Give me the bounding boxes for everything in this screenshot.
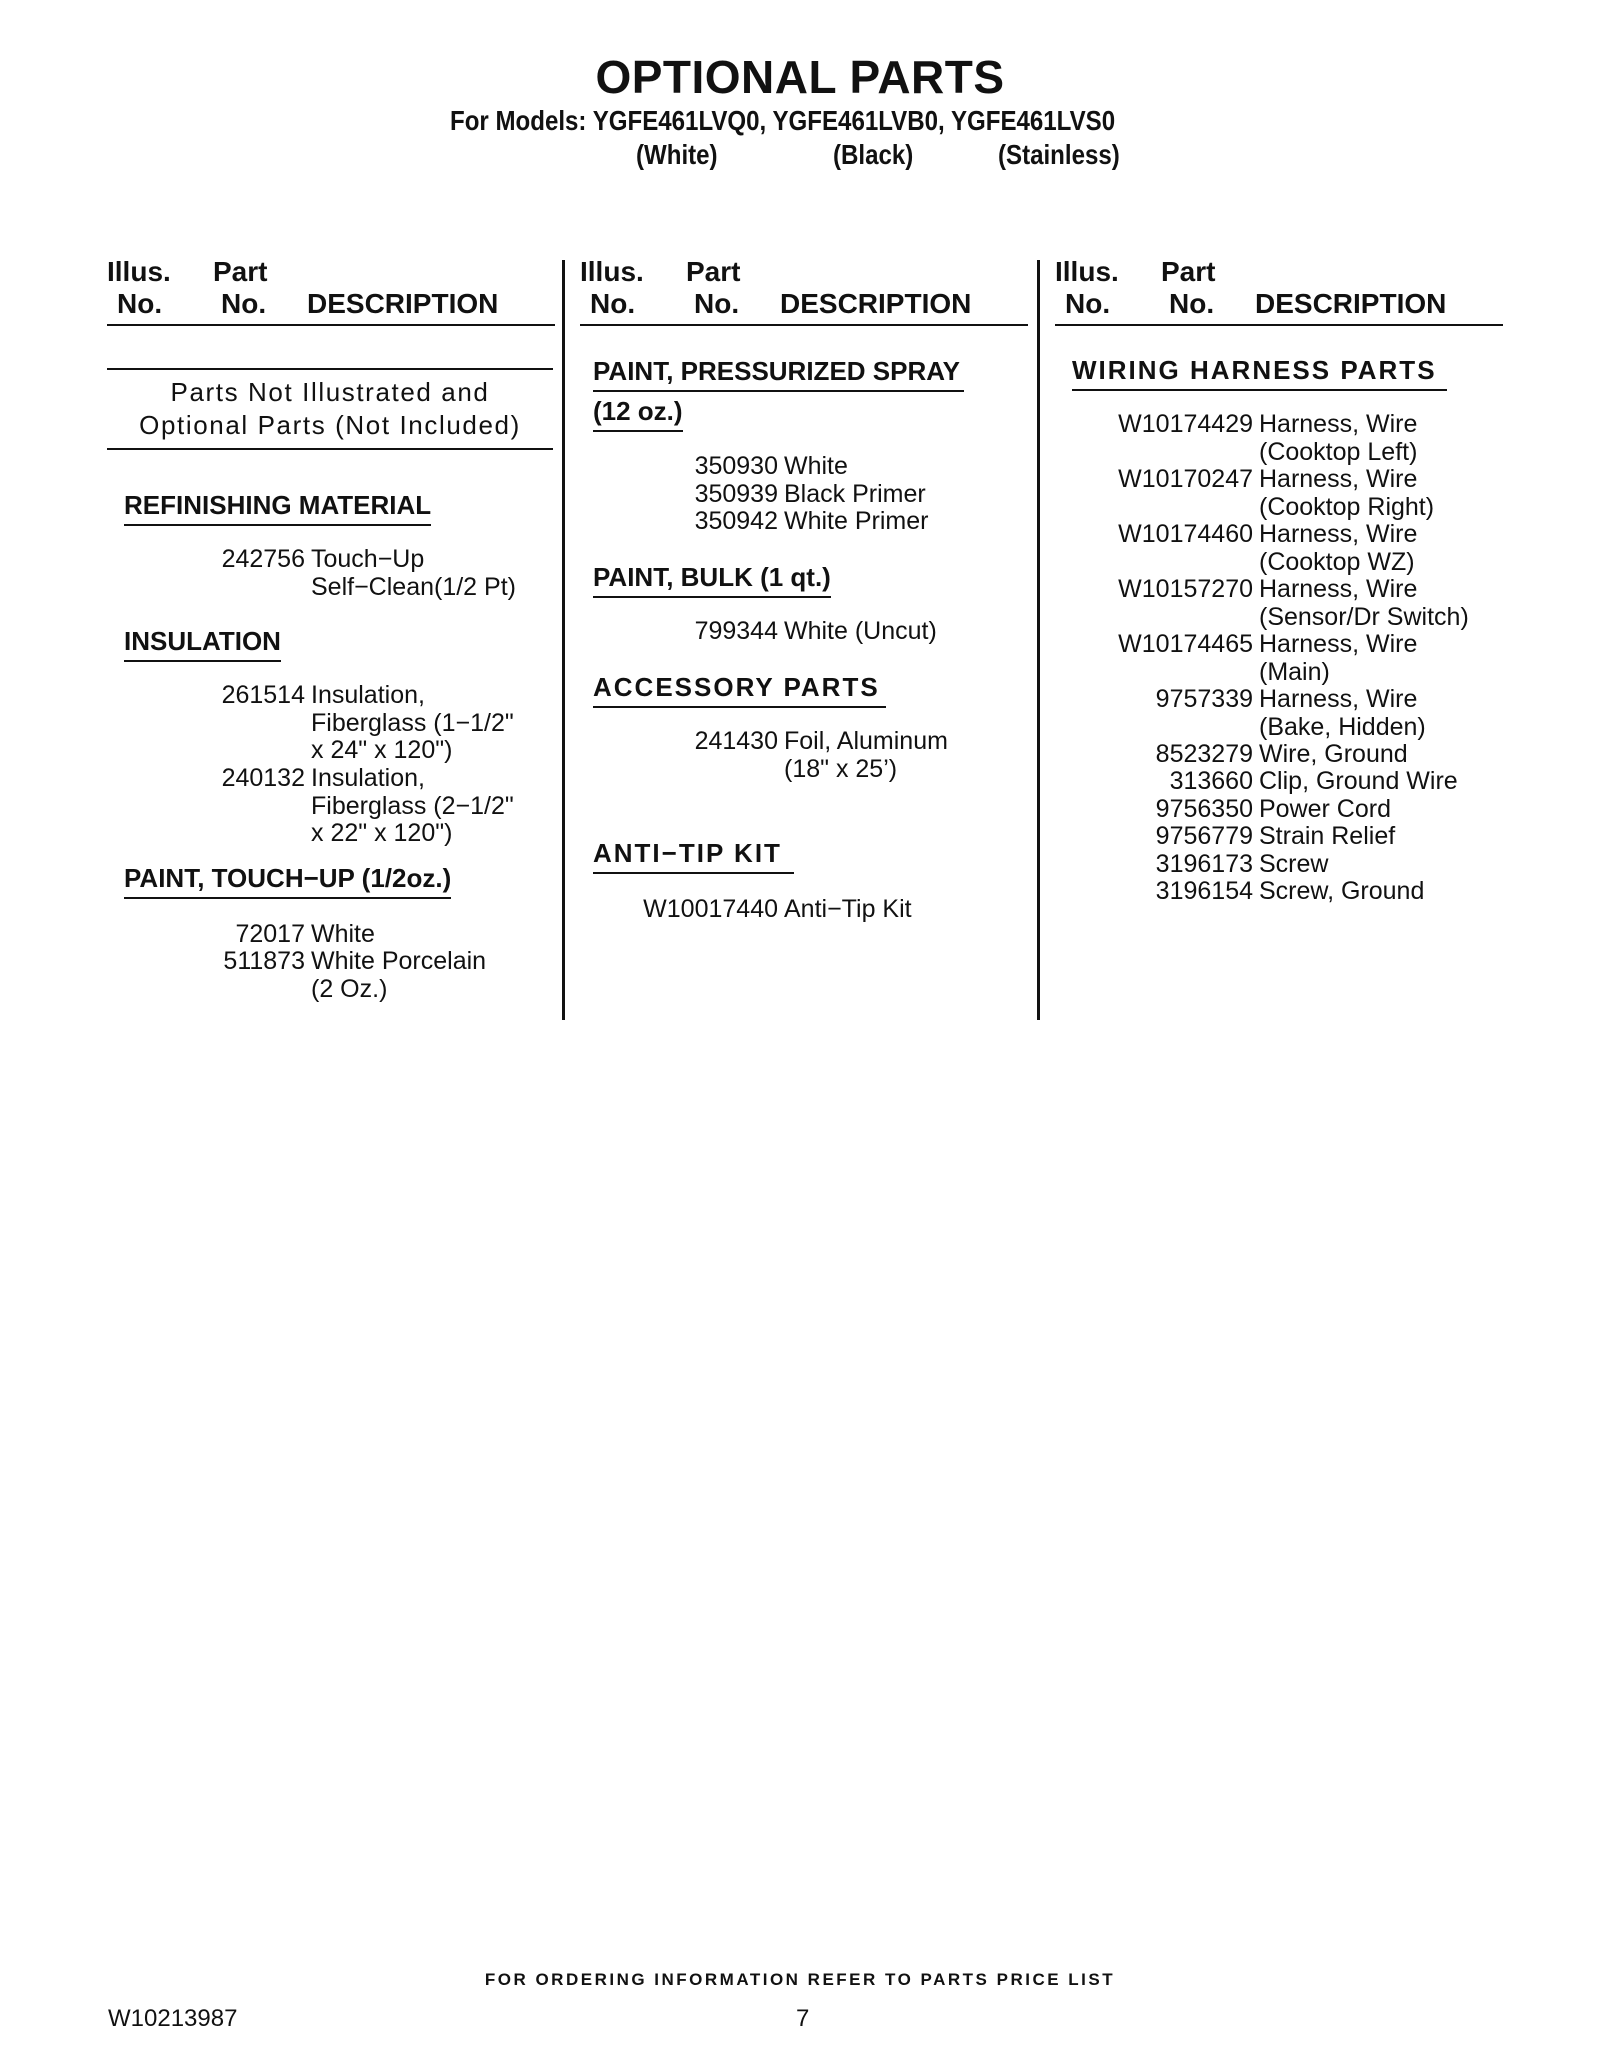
part-number: 9756779 xyxy=(1155,822,1253,850)
part-number: 240132 xyxy=(221,764,305,792)
part-number: W10174460 xyxy=(1118,520,1253,548)
part-description: Strain Relief xyxy=(1259,822,1396,850)
parts-column-3 xyxy=(1055,256,1503,1016)
part-number: W10170247 xyxy=(1118,465,1253,493)
section-title-refinishing: REFINISHING MATERIAL xyxy=(124,490,431,526)
part-description: White Porcelain (2 Oz.) xyxy=(311,947,487,1003)
part-number: 8523279 xyxy=(1155,740,1253,768)
header-part: Part xyxy=(213,256,268,287)
table-header xyxy=(107,256,555,326)
section-title-paint-spray: PAINT, PRESSURIZED SPRAY (12 oz.) xyxy=(593,356,964,432)
header-part-no: No. xyxy=(694,288,740,319)
part-description: Wire, Ground xyxy=(1259,740,1408,768)
section-title-antitip: ANTI−TIP KIT xyxy=(593,838,794,874)
part-description: White (Uncut) xyxy=(784,617,937,645)
variant-black: (Black) xyxy=(833,139,914,170)
part-number: 350939 xyxy=(694,480,778,508)
section-title-accessory: ACCESSORY PARTS xyxy=(593,672,886,708)
section-title-paint-bulk: PAINT, BULK (1 qt.) xyxy=(593,562,831,598)
part-description: Black Primer xyxy=(784,480,926,508)
part-number: W10174465 xyxy=(1118,630,1253,658)
part-description: Insulation, Fiberglass (1−1/2" x 24" x 120") xyxy=(311,681,514,764)
part-description: White xyxy=(311,920,375,948)
table-header xyxy=(1055,256,1503,326)
part-number: 72017 xyxy=(235,920,305,948)
header-illus-no: No. xyxy=(1065,288,1111,319)
column-divider xyxy=(1037,260,1040,1020)
not-illustrated-note: Parts Not Illustrated and Optional Parts (Not Included) xyxy=(107,368,553,450)
models-line: For Models: YGFE461LVQ0, YGFE461LVB0, YGFE461LVS0 xyxy=(450,105,1116,136)
part-description: Screw xyxy=(1259,850,1329,878)
header-illus-no: No. xyxy=(590,288,636,319)
section-title-wiring: WIRING HARNESS PARTS xyxy=(1072,355,1447,391)
part-description: Harness, Wire (Cooktop Left) xyxy=(1259,410,1418,466)
parts-column-2 xyxy=(580,256,1028,1016)
part-description: Foil, Aluminum (18" x 25’) xyxy=(784,727,948,783)
part-number: 242756 xyxy=(221,545,305,573)
part-description: Harness, Wire (Sensor/Dr Switch) xyxy=(1259,575,1469,631)
header-part: Part xyxy=(686,256,741,287)
header-description: DESCRIPTION xyxy=(307,288,499,319)
part-number: 313660 xyxy=(1169,767,1253,795)
header-description: DESCRIPTION xyxy=(780,288,972,319)
section-title-insulation: INSULATION xyxy=(124,626,281,662)
page-number: 7 xyxy=(796,2005,810,2032)
part-description: Screw, Ground xyxy=(1259,877,1425,905)
part-description: Harness, Wire (Main) xyxy=(1259,630,1418,686)
part-number: 799344 xyxy=(694,617,778,645)
header-description: DESCRIPTION xyxy=(1255,288,1447,319)
header-illus: Illus. xyxy=(107,256,171,287)
header-illus: Illus. xyxy=(580,256,644,287)
part-number: W10174429 xyxy=(1118,410,1253,438)
column-divider xyxy=(562,260,565,1020)
section-title-paint-touchup: PAINT, TOUCH−UP (1/2oz.) xyxy=(124,863,451,899)
part-number: 9756350 xyxy=(1155,795,1253,823)
part-description: Harness, Wire (Cooktop Right) xyxy=(1259,465,1435,521)
part-description: Anti−Tip Kit xyxy=(784,895,912,923)
part-description: Harness, Wire (Cooktop WZ) xyxy=(1259,520,1418,576)
header-part: Part xyxy=(1161,256,1216,287)
header-part-no: No. xyxy=(221,288,267,319)
part-description: White Primer xyxy=(784,507,929,535)
part-description: Touch−Up Self−Clean(1/2 Pt) xyxy=(311,545,516,601)
variant-stainless: (Stainless) xyxy=(998,139,1120,170)
document-number: W10213987 xyxy=(108,2005,238,2032)
part-number: 241430 xyxy=(694,727,778,755)
part-number: W10017440 xyxy=(643,895,778,923)
part-description: Harness, Wire (Bake, Hidden) xyxy=(1259,685,1426,741)
header-part-no: No. xyxy=(1169,288,1215,319)
part-number: 9757339 xyxy=(1155,685,1253,713)
part-description: Insulation, Fiberglass (2−1/2" x 22" x 120") xyxy=(311,764,514,847)
part-number: W10157270 xyxy=(1118,575,1253,603)
part-number: 350942 xyxy=(694,507,778,535)
variant-white: (White) xyxy=(636,139,718,170)
part-number: 511873 xyxy=(223,947,305,975)
part-description: Clip, Ground Wire xyxy=(1259,767,1458,795)
part-description: Power Cord xyxy=(1259,795,1391,823)
table-header xyxy=(580,256,1028,326)
part-number: 3196173 xyxy=(1155,850,1253,878)
header-illus: Illus. xyxy=(1055,256,1119,287)
header-illus-no: No. xyxy=(117,288,163,319)
part-number: 350930 xyxy=(694,452,778,480)
page-title: OPTIONAL PARTS xyxy=(595,51,1005,103)
part-number: 261514 xyxy=(221,681,305,709)
parts-column-1 xyxy=(107,256,555,1016)
part-number: 3196154 xyxy=(1155,877,1253,905)
part-description: White xyxy=(784,452,848,480)
ordering-note: FOR ORDERING INFORMATION REFER TO PARTS PRICE LIST xyxy=(484,1970,1116,1989)
